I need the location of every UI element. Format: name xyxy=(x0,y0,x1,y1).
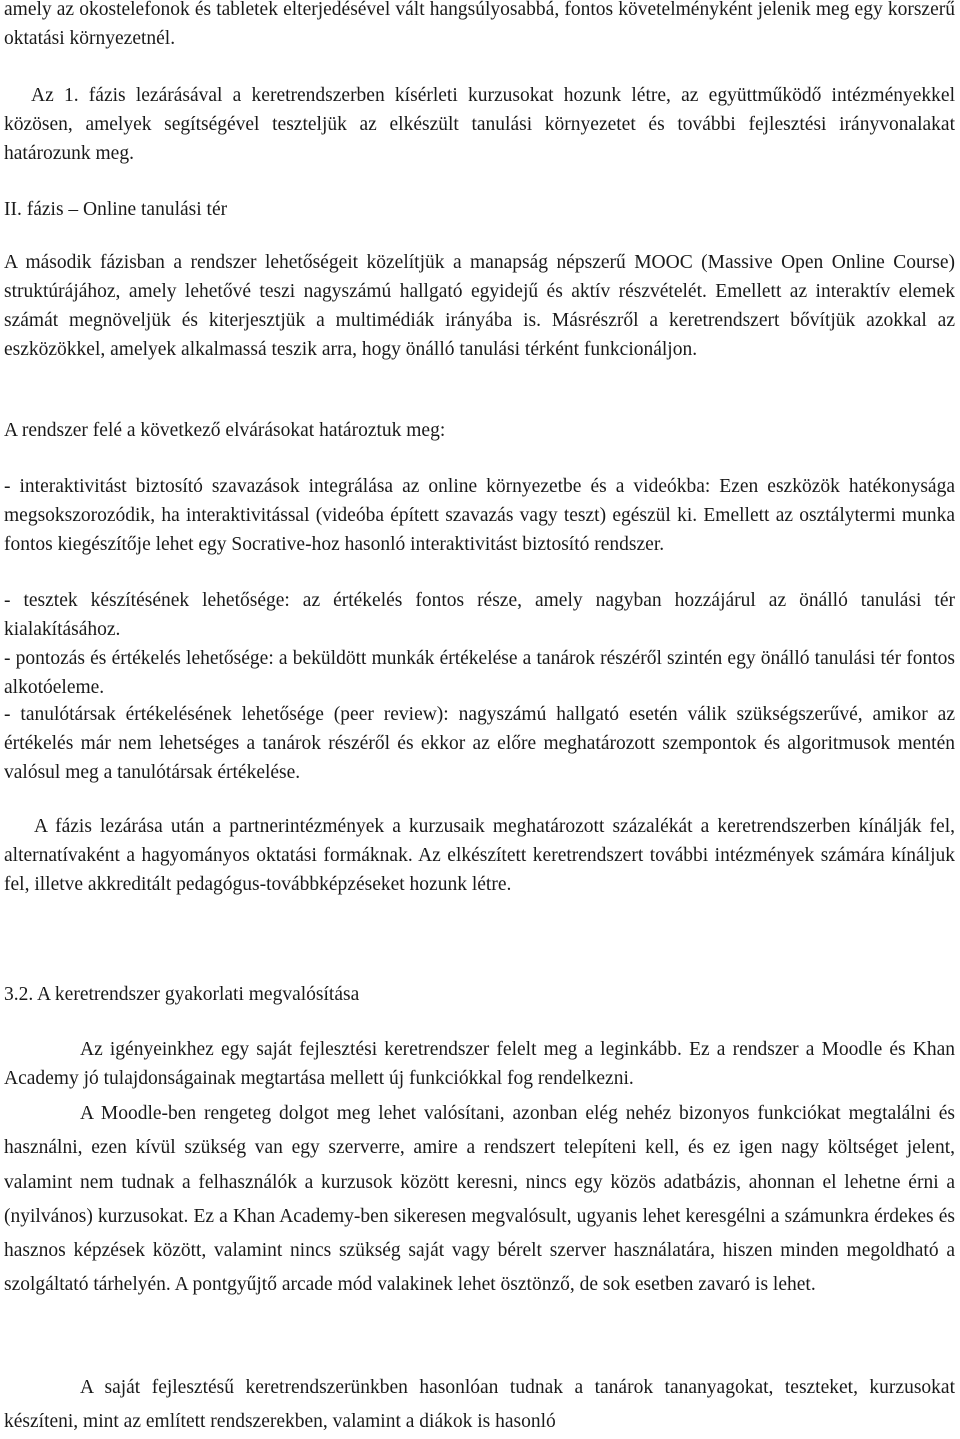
paragraph-moodle-comparison: A Moodle-ben rengeteg dolgot meg lehet valósítani, azonban elég nehéz bizonyos funkciókat megtalálni és használni, ezen kívül szükség van egy szerverre, amire a rendszert telepíteni kell, és ez igen nagy költséget jelent, valamint nem tudnak a felhasználók a kurzusok között keresni, nincs egy közös adatbázis, ahonnan el lehetne érni a (nyilvános) kurzusokat. Ez a Khan Academy-ben sikeresen megvalósult, ugyanis lehet keresgélni a számunkra érdekes és hasznos képzések között, valamint nincs szükség saját vagy bérelt szerver használatára, hiszen minden megoldható a szolgáltató tárhelyén. A pontgyűjtő arcade mód valakinek lehet ösztönző, de sok esetben zavaró is lehet. xyxy=(4,1103,955,1296)
paragraph-phase2-description: A második fázisban a rendszer lehetőségeit közelítjük a manapság népszerű MOOC (Massive Open Online Course) struktúrájához, amely lehetővé teszi nagyszámú hallgató egyidejű és aktív részvételét. Emellett az interaktív elemek számát megnöveljük és kiterjesztjük a multimédiák irányába is. Másrészről a keretrendszert bővítjük azokkal az eszközökkel, amelyek alkalmassá teszik arra, hogy önálló tanulási térként funkcionáljon. xyxy=(4,252,955,360)
list-item-interactive-voting: - interaktivitást biztosító szavazások integrálása az online környezetbe és a videókba: Ezen eszközök hatékonysága megsokszorozódik, ha interaktivitással (videóba épített szavazás vagy teszt) egészül ki. Emellett az osztálytermi munka fontos kiegészítője lehet egy Socrative-hoz hasonló interaktivitást biztosító rendszer. xyxy=(4,476,955,555)
paragraph-intro-continued: amely az okostelefonok és tabletek elterjedésével vált hangsúlyosabbá, fontos követelményként jelenik meg egy korszerű oktatási környezetnél. xyxy=(4,0,955,49)
list-item-peer-review: - tanulótársak értékelésének lehetősége (peer review): nagyszámú hallgató esetén válik szükségszerűvé, amikor az értékelés már nem lehetséges a tanárok részéről és ekkor az előre meghatározott szempontok és algoritmusok mentén valósul meg a tanulótársak értékelése. xyxy=(4,704,955,783)
list-item-scoring: - pontozás és értékelés lehetősége: a beküldött munkák értékelése a tanárok részéről szintén egy önálló tanulási tér fontos alkotóeleme. xyxy=(4,648,955,698)
paragraph-phase1-closing: Az 1. fázis lezárásával a keretrendszerben kísérleti kurzusokat hozunk létre, az együttműködő intézményekkel közösen, amelyek segítségével teszteljük az elkészült tanulási környezetet és további fejlesztési irányvonalakat határozunk meg. xyxy=(4,85,955,164)
list-item-tests: - tesztek készítésének lehetősége: az értékelés fontos része, amely nagyban hozzájárul az önálló tanulási tér kialakításához. xyxy=(4,590,955,640)
section-heading-phase2: II. fázis – Online tanulási tér xyxy=(4,199,228,220)
paragraph-phase-closing: A fázis lezárása után a partnerintézmények a kurzusaik meghatározott százalékát a keretrendszerben kínálják fel, alternatívaként a hagyományos oktatási formáknak. Az elkészített keretrendszert további intézmények számára kínáljuk fel, illetve akkreditált pedagógus-továbbképzéseket hozunk létre. xyxy=(4,816,955,895)
section-heading-3-2: 3.2. A keretrendszer gyakorlati megvalósítása xyxy=(4,984,360,1005)
paragraph-own-framework: A saját fejlesztésű keretrendszerünkben hasonlóan tudnak a tanárok tananyagokat, teszteket, kurzusokat készíteni, mint az említett rendszerekben, valamint a diákok is hasonló xyxy=(4,1377,955,1432)
paragraph-framework-choice: Az igényeinkhez egy saját fejlesztési keretrendszer felelt meg a leginkább. Ez a rendszer a Moodle és Khan Academy jó tulajdonságainak megtartása mellett új funkciókkal fog rendelkezni. xyxy=(4,1039,955,1089)
paragraph-requirements-intro: A rendszer felé a következő elvárásokat határoztuk meg: xyxy=(4,420,446,441)
